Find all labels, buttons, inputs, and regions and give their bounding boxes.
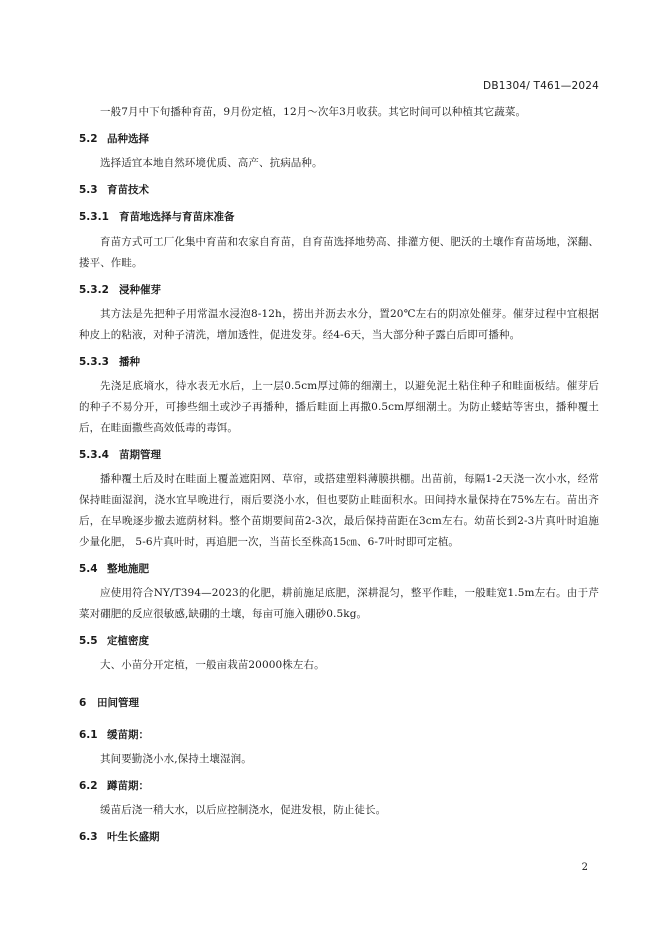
chapter-heading [79,696,599,710]
section-heading [79,132,599,146]
page-number: 2 [581,862,588,873]
paragraph: 大、小苗分开定植，一般亩栽苗20000株左右。 [100,659,325,671]
section-number: 5.3.3 [79,356,109,368]
paragraph: 应使用符合NY/T394—2023的化肥，耕前施足底肥，深耕混匀，整平作畦，一般畦宽1.5m左右。由于芹菜对硼肥的反应很敏感,缺硼的土壤，每亩可施入硼砂0.5kg。 [79,587,599,620]
document-body [79,102,599,844]
paragraph: 其间要勤浇小水,保持土壤湿润。 [100,753,252,765]
section-number: 5.3.2 [79,284,109,296]
section-title: 叶生长盛期 [107,831,160,843]
section-number: 6.1 [79,729,98,741]
section-title: 整地施肥 [107,563,149,575]
section-title: 苗期管理 [119,449,161,461]
subsection-heading [79,355,599,369]
section-number: 5.2 [79,133,98,145]
section-title: 品种选择 [107,133,149,145]
paragraph: 缓苗后浇一稍大水，以后应控制浇水，促进发根，防止徒长。 [100,804,387,816]
section-heading [79,779,599,793]
section-title: 育苗地选择与育苗床准备 [119,211,235,223]
paragraph: 育苗方式可工厂化集中育苗和农家自育苗，自育苗选择地势高、排灌方便、肥沃的土壤作育苗场地，深翻、搂平、作畦。 [79,236,599,269]
section-heading [79,183,599,197]
section-heading [79,728,599,742]
section-number: 5.3.1 [79,211,109,223]
subsection-heading [79,283,599,297]
subsection-heading [79,448,599,462]
section-title: 缓苗期： [107,729,149,741]
section-title: 育苗技术 [107,184,149,196]
section-number: 6.2 [79,780,98,792]
paragraph: 播种覆土后及时在畦面上覆盖遮阳网、草帘，或搭建塑料薄膜拱棚。出苗前，每隔1-2天浇一次小水，经常保持畦面湿润，浇水宜早晚进行，雨后要浇小水，但也要防止畦面积水。田间持水量保持在75%左右。苗出齐后，在早晚逐步撤去遮荫材料。整个苗期要间苗2-3次，最后保持苗距在3cm左右。幼苗长到2-3片真叶时追施少量化肥， 5-6片真叶时，再追肥一次，当苗长至株高15㎝、6-7叶时即可定植。 [79,473,599,548]
section-title: 播种 [119,356,140,368]
section-number: 5.3.4 [79,449,109,461]
subsection-heading [79,210,599,224]
section-title: 田间管理 [97,697,139,709]
section-number: 6.3 [79,831,98,843]
section-heading [79,634,599,648]
section-number: 5.5 [79,635,98,647]
section-title: 定植密度 [107,635,149,647]
section-number: 5.4 [79,563,98,575]
section-heading [79,830,599,844]
paragraph: 其方法是先把种子用常温水浸泡8-12h，捞出并沥去水分，置20℃左右的阴凉处催芽。催芽过程中宜根据种皮上的粘液，对种子清洗，增加透性，促进发芽。经4-6天，当大部分种子露白后即可播种。 [79,308,599,341]
section-heading [79,562,599,576]
section-number: 5.3 [79,184,98,196]
paragraph: 选择适宜本地自然环境优质、高产、抗病品种。 [100,157,323,169]
section-title: 蹲苗期： [107,780,149,792]
section-number: 6 [79,697,87,709]
section-title: 浸种催芽 [119,284,161,296]
paragraph: 先浇足底墒水，待水表无水后，上一层0.5cm厚过筛的细潮土，以避免泥土粘住种子和畦面板结。催芽后的种子不易分开，可掺些细土或沙子再播种，播后畦面上再撒0.5cm厚细潮土。为防止蝼蛄等害虫，播种覆土后，在畦面撒些高效低毒的毒饵。 [79,380,599,434]
paragraph: 一般7月中下旬播种育苗，9月份定植，12月～次年3月收获。其它时间可以种植其它蔬菜。 [100,106,527,118]
document-code: DB1304/ T461—2024 [483,80,599,92]
